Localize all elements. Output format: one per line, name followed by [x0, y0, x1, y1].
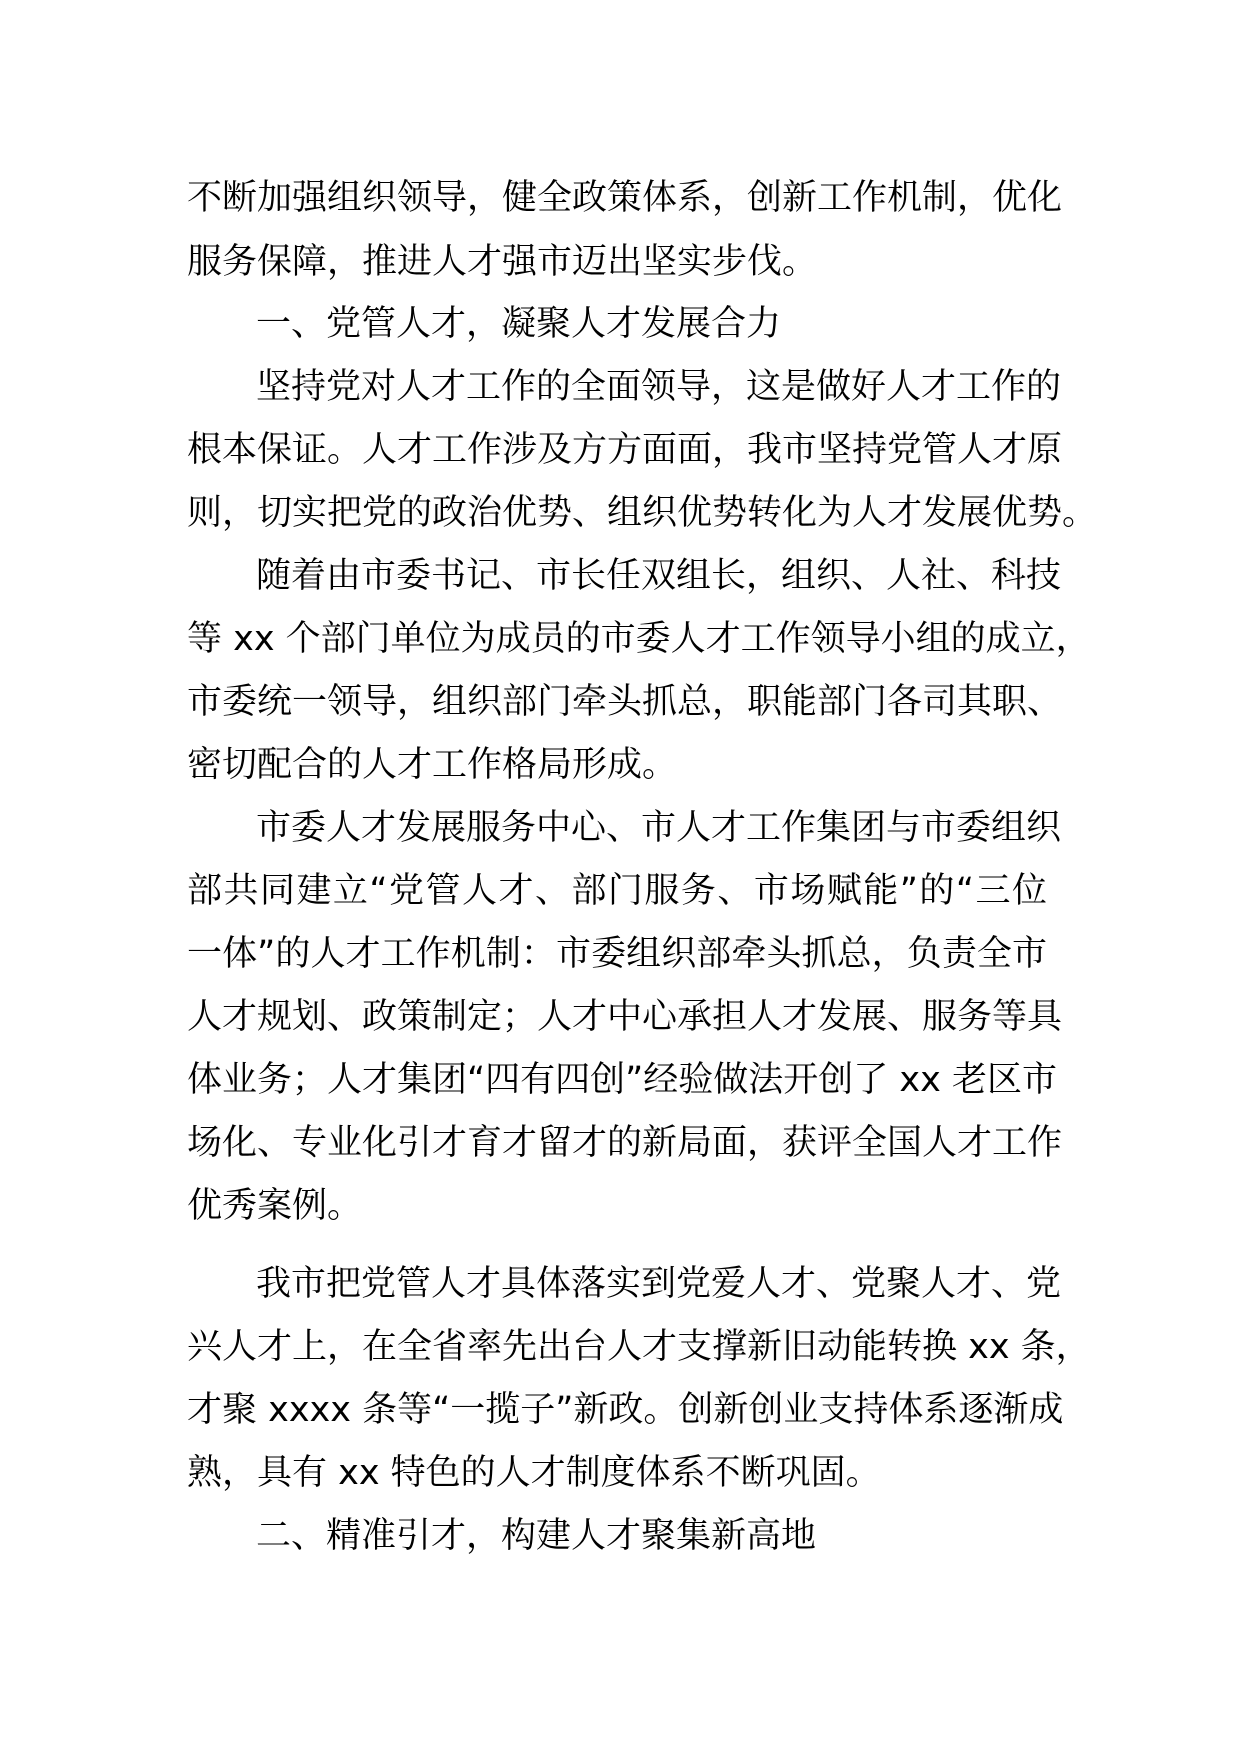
body-line: 我市把党管人才具体落实到党爱人才、党聚人才、党 [256, 1264, 1062, 1304]
body-line: 密切配合的人才工作格局形成。 [187, 745, 678, 785]
body-line: 场化、专业化引才育才留才的新局面，获评全国人才工作 [187, 1123, 1063, 1163]
body-line: 熟，具有 xx 特色的人才制度体系不断巩固。 [187, 1453, 881, 1493]
body-line: 服务保障，推进人才强市迈出坚实步伐。 [187, 242, 818, 282]
body-line: 体业务；人才集团“四有四创”经验做法开创了 xx 老区市 [187, 1060, 1057, 1100]
body-line: 市委人才发展服务中心、市人才工作集团与市委组织 [256, 808, 1062, 848]
body-line: 根本保证。人才工作涉及方方面面，我市坚持党管人才原 [187, 430, 1063, 470]
body-line: 优秀案例。 [187, 1186, 363, 1226]
body-line: 坚持党对人才工作的全面领导，这是做好人才工作的 [256, 367, 1062, 407]
body-line: 等 xx 个部门单位为成员的市委人才工作领导小组的成立， [187, 619, 1091, 659]
body-line: 部共同建立“党管人才、部门服务、市场赋能”的“三位 [187, 871, 1047, 911]
body-line: 兴人才上，在全省率先出台人才支撑新旧动能转换 xx 条， [187, 1327, 1091, 1367]
body-line: 一体”的人才工作机制：市委组织部牵头抓总，负责全市 [187, 934, 1047, 974]
body-line: 市委统一领导，组织部门牵头抓总，职能部门各司其职、 [187, 682, 1063, 722]
section-heading: 二、精准引才，构建人才聚集新高地 [256, 1516, 817, 1556]
body-line: 不断加强组织领导，健全政策体系，创新工作机制，优化 [187, 178, 1063, 218]
body-line: 才聚 xxxx 条等“一揽子”新政。创新创业支持体系逐渐成 [187, 1390, 1064, 1430]
body-line: 随着由市委书记、市长任双组长，组织、人社、科技 [256, 556, 1062, 596]
section-heading: 一、党管人才，凝聚人才发展合力 [256, 304, 782, 344]
body-line: 则，切实把党的政治优势、组织优势转化为人才发展优势。 [187, 493, 1098, 533]
body-line: 人才规划、政策制定；人才中心承担人才发展、服务等具 [187, 997, 1063, 1037]
